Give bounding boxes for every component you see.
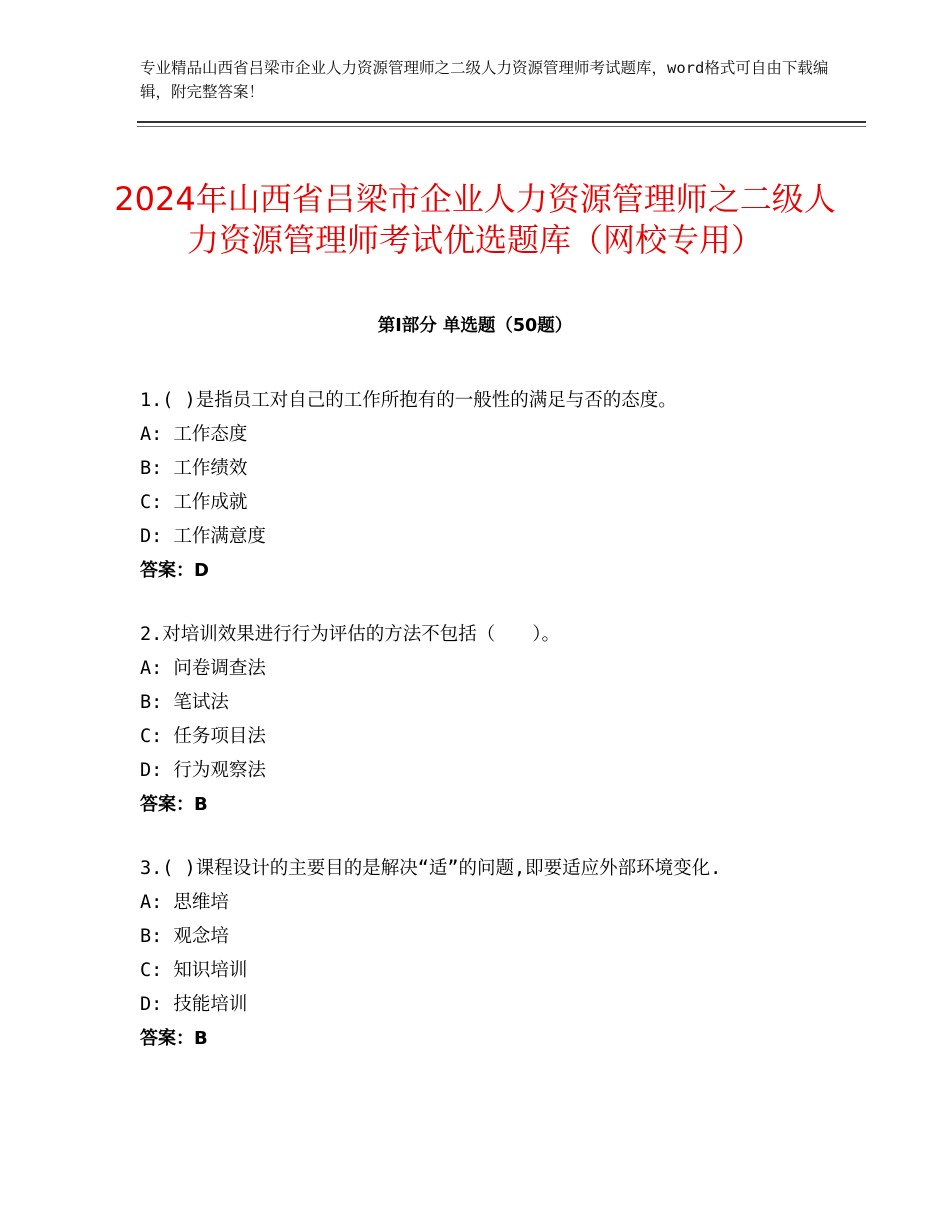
option-b: B: 笔试法 [140,692,229,713]
option-d: D: 工作满意度 [140,526,266,547]
question-1 [140,384,820,588]
option-a: A: 问卷调查法 [140,658,266,679]
question-stem: 1.( )是指员工对自己的工作所抱有的一般性的满足与否的态度。 [140,390,677,411]
question-3 [140,852,820,1056]
question-stem: 3.( )课程设计的主要目的是解决“适”的问题,即要适应外部环境变化. [140,858,722,879]
document-title: 2024年山西省吕梁市企业人力资源管理师之二级人力资源管理师考试优选题库（网校专用） [114,180,836,260]
section-title: 第Ⅰ部分 单选题（50题） [377,316,573,336]
header-divider-thick [137,121,866,123]
header-divider-thin [137,126,866,127]
question-list [140,384,820,1086]
question-2 [140,618,820,822]
option-c: C: 任务项目法 [140,726,266,747]
question-stem: 2.对培训效果进行行为评估的方法不包括（ ）。 [140,624,561,645]
answer: 答案：D [140,560,209,581]
option-a: A: 思维培 [140,892,229,913]
option-b: B: 观念培 [140,926,229,947]
option-d: D: 技能培训 [140,994,248,1015]
option-a: A: 工作态度 [140,424,248,445]
option-d: D: 行为观察法 [140,760,266,781]
option-b: B: 工作绩效 [140,458,248,479]
answer: 答案：B [140,794,208,815]
header-note: 专业精品山西省吕梁市企业人力资源管理师之二级人力资源管理师考试题库，word格式可自由下载编辑，附完整答案！ [140,59,829,101]
option-c: C: 工作成就 [140,492,248,513]
option-c: C: 知识培训 [140,960,248,981]
answer: 答案：B [140,1028,208,1049]
